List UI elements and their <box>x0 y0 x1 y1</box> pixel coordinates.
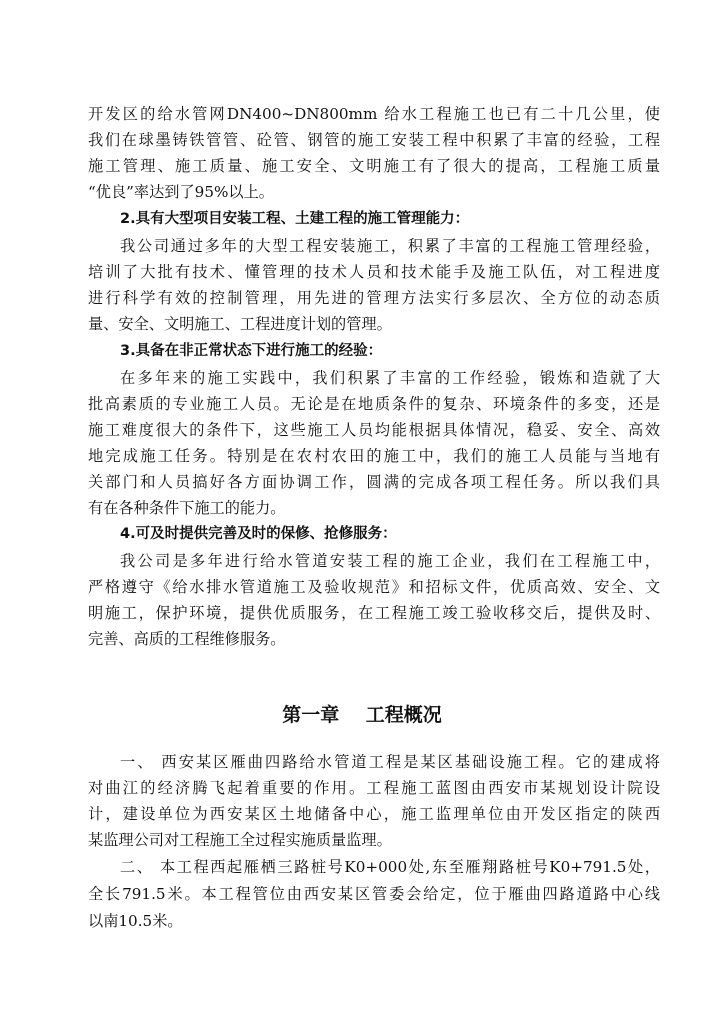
paragraph-line: 有在各种条件下施工的能力。 <box>88 499 286 517</box>
paragraph-line: 明施工，保护环境，提供优质服务，在工程施工竣工验收移交后，提供及时、 <box>88 604 660 622</box>
paragraph-line: 培训了大批有技术、懂管理的技术人员和技术能手及施工队伍，对工程进度 <box>88 263 660 281</box>
paragraph-line: 关部门和人员搞好各方面协调工作，圆满的完成各项工程任务。所以我们具 <box>88 473 660 491</box>
paragraph-line: 进行科学有效的控制管理，用先进的管理方法实行多层次、全方位的动态质 <box>88 289 660 307</box>
paragraph-line: 批高素质的专业施工人员。无论是在地质条件的复杂、环境条件的多变，还是 <box>88 395 660 413</box>
paragraph-line: 完善、高质的工程维修服务。 <box>88 630 286 648</box>
paragraph-line: 量、安全、文明施工、工程进度计划的管理。 <box>88 315 392 333</box>
section-heading: 2.具有大型项目安装工程、土建工程的施工管理能力： <box>120 211 470 227</box>
overview-line: 二、 本工程西起雁栖三路桩号K0+000处,东至雁翔路桩号K0+791.5处， <box>120 858 660 876</box>
section-heading: 4.可及时提供完善及时的保修、抢修服务： <box>120 526 397 542</box>
overview-line: 对曲江的经济腾飞起着重要的作用。工程施工蓝图由西安市某规划设计院设 <box>88 779 660 797</box>
overview-line: 以南10.5米。 <box>88 912 183 930</box>
overview-line: 全长791.5米。本工程管位由西安某区管委会给定，位于雁曲四路道路中心线 <box>88 885 660 903</box>
overview-line: 某监理公司对工程施工全过程实施质量监理。 <box>88 831 392 849</box>
intro-line: 施工管理、施工质量、施工安全、文明施工有了很大的提高，工程施工质量 <box>88 157 660 175</box>
paragraph-line: 在多年来的施工实践中，我们积累了丰富的工作经验，锻炼和造就了大 <box>120 369 660 387</box>
overview-line: 一、 西安某区雁曲四路给水管道工程是某区基础设施工程。它的建成将 <box>120 753 660 771</box>
paragraph-line: 严格遵守《给水排水管道施工及验收规范》和招标文件，优质高效、安全、文 <box>88 578 660 596</box>
paragraph-line: 我公司是多年进行给水管道安装工程的施工企业，我们在工程施工中， <box>120 552 660 570</box>
paragraph-line: 地完成施工任务。特别是在农村农田的施工中，我们的施工人员能与当地有 <box>88 447 660 465</box>
intro-line: 开发区的给水管网DN400~DN800mm 给水工程施工也已有二十几公里，使 <box>88 105 660 123</box>
section-heading: 3.具备在非正常状态下进行施工的经验： <box>120 343 383 359</box>
paragraph-line: 我公司通过多年的大型工程安装施工，积累了丰富的工程施工管理经验， <box>120 237 660 255</box>
intro-line: 我们在球墨铸铁管管、砼管、钢管的施工安装工程中积累了丰富的经验，工程 <box>88 131 660 149</box>
overview-line: 计，建设单位为西安某区土地储备中心，施工监理单位由开发区指定的陕西 <box>88 805 660 823</box>
paragraph-line: 施工难度很大的条件下，这些施工人员均能根据具体情况，稳妥、安全、高效 <box>88 421 660 439</box>
chapter-title: 第一章 工程概况 <box>282 704 442 726</box>
intro-line: “优良”率达到了95%以上。 <box>88 183 274 201</box>
